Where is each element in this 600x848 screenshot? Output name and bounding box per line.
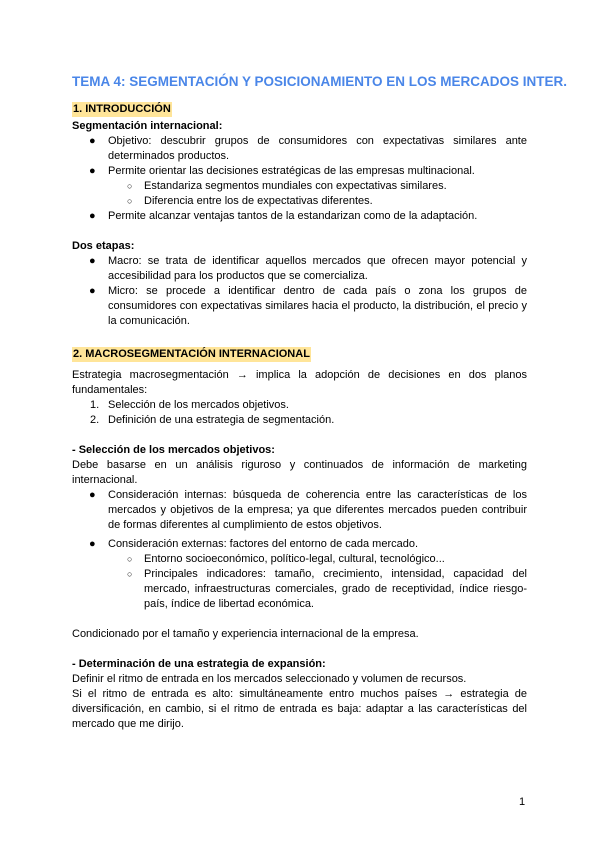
section-macrosegmentacion [72, 347, 527, 732]
item-text: Diferencia entre los de expectativas diferentes. [144, 195, 373, 207]
bullet-icon: ● [89, 165, 96, 177]
bullet-icon: ● [89, 135, 96, 147]
bullet-icon: ● [89, 285, 96, 297]
circle-bullet-icon: ○ [127, 196, 133, 206]
list-item [72, 552, 527, 567]
list-item [72, 284, 527, 329]
item-text: Micro: se procede a identificar dentro de cada país o zona los grupos de consumidores con expectativas similares hacia el producto, la distribución, el precio y la comunicación. [108, 285, 527, 327]
subheading: Segmentación internacional: [72, 120, 223, 132]
list-item [72, 254, 527, 284]
item-text: Macro: se trata de identificar aquellos mercados que ofrecen mayor potencial y accesibilidad para los productos que se comercializa. [108, 255, 527, 282]
section-heading: 2. MACROSEGMENTACIÓN INTERNACIONAL [73, 348, 310, 360]
list-item [72, 134, 527, 164]
list-item [72, 209, 527, 224]
list-item [72, 537, 527, 552]
subheading: - Determinación de una estrategia de expansión: [72, 658, 326, 670]
item-text: Principales indicadores: tamaño, crecimiento, intensidad, capacidad del mercado, infraestructuras comerciales, grado de receptividad, índice riesgo-país, índice de libertad económica. [144, 568, 527, 610]
bullet-icon: ● [89, 538, 96, 550]
bullet-icon: ● [89, 489, 96, 501]
item-text: Permite alcanzar ventajas tantos de la estandarizan como de la adaptación. [108, 210, 478, 222]
list-number: 1. [90, 399, 100, 411]
bullet-icon: ● [89, 255, 96, 267]
item-text: Permite orientar las decisiones estratégicas de las empresas multinacional. [108, 165, 475, 177]
item-text: Consideración externas: factores del entorno de cada mercado. [108, 538, 419, 550]
list-item [72, 567, 527, 612]
item-text: Selección de los mercados objetivos. [108, 399, 289, 411]
section-introduccion [72, 102, 527, 329]
circle-bullet-icon: ○ [127, 181, 133, 191]
list-item [72, 413, 527, 428]
section-heading: 1. INTRODUCCIÓN [73, 103, 171, 115]
item-text: Consideración internas: búsqueda de coherencia entre las características de los mercados y objetivos de la empresa; ya que diferentes mercados pueden contribuir de formas diferentes al cumplimiento de estos objetivos. [108, 489, 527, 531]
page-number: 1 [519, 796, 526, 808]
paragraph: Si el ritmo de entrada es alto: simultáneamente entro muchos países → estrategia de diversificación, en cambio, si el ritmo de entrada es baja: adaptar a las características del mercado que me dirijo. [72, 688, 527, 730]
item-text: Definición de una estrategia de segmentación. [108, 414, 335, 426]
subheading: - Selección de los mercados objetivos: [72, 444, 275, 456]
item-text: Objetivo: descubrir grupos de consumidores con expectativas similares ante determinados productos. [108, 135, 527, 162]
paragraph: Definir el ritmo de entrada en los mercados seleccionado y volumen de recursos. [72, 673, 467, 685]
bullet-icon: ● [89, 210, 96, 222]
circle-bullet-icon: ○ [127, 554, 133, 564]
paragraph: Debe basarse en un análisis riguroso y continuados de información de marketing internacional. [72, 459, 527, 486]
item-text: Entorno socioeconómico, político-legal, cultural, tecnológico... [144, 553, 445, 565]
list-item [72, 179, 527, 194]
list-number: 2. [90, 414, 100, 426]
paragraph: Estrategia macrosegmentación → implica la adopción de decisiones en dos planos fundamentales: [72, 369, 527, 396]
list-item [72, 398, 527, 413]
list-item [72, 488, 527, 533]
document-title: TEMA 4: SEGMENTACIÓN Y POSICIONAMIENTO EN LOS MERCADOS INTER. [72, 74, 568, 89]
item-text: Estandariza segmentos mundiales con expectativas similares. [144, 180, 447, 192]
circle-bullet-icon: ○ [127, 569, 133, 579]
list-item [72, 164, 527, 179]
list-item [72, 194, 527, 209]
paragraph: Condicionado por el tamaño y experiencia internacional de la empresa. [72, 628, 419, 640]
subheading: Dos etapas: [72, 240, 135, 252]
